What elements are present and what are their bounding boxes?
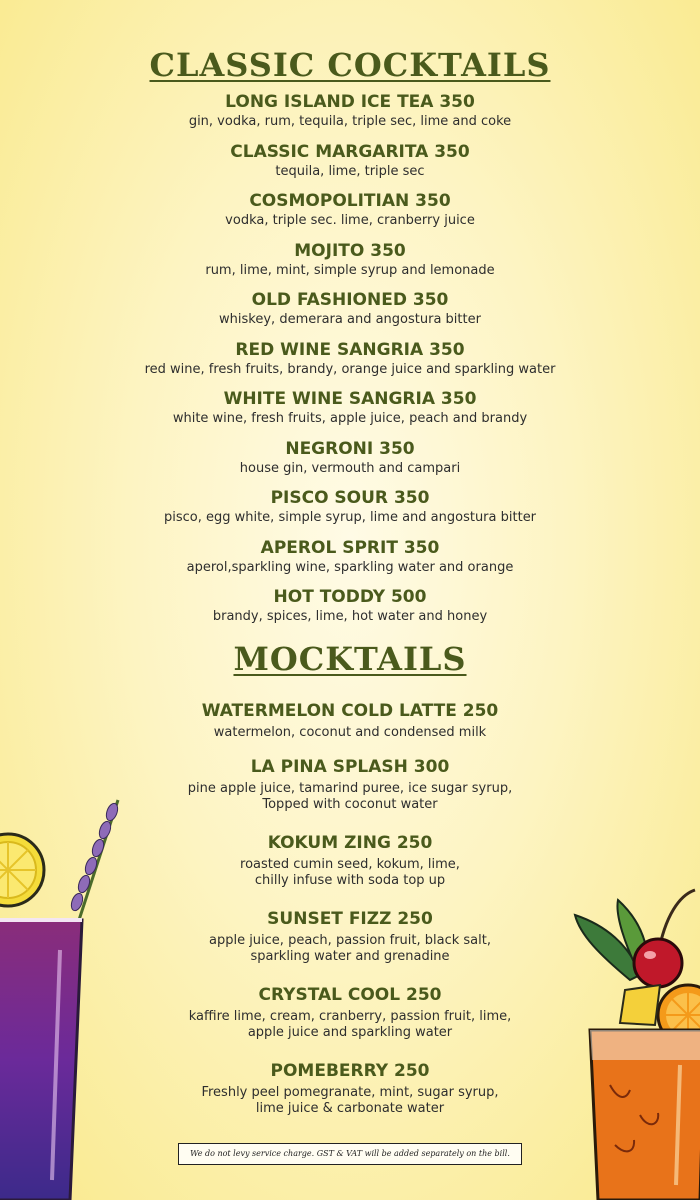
menu-item [0,587,700,637]
item-description: pisco, egg white, simple syrup, lime and angostura bitter [163,510,537,525]
item-description-line-2: lime juice & carbonate water [255,1101,445,1116]
menu-item [0,92,700,142]
item-description: vodka, triple sec. lime, cranberry juice [225,213,475,228]
item-description-line-1: pine apple juice, tamarind puree, ice sugar syrup, [187,781,513,796]
glass-body [0,920,82,1200]
pineapple-icon [620,985,660,1025]
lavender-flower-icon [69,802,120,912]
item-description: watermelon, coconut and condensed milk [213,725,487,740]
menu-item [0,439,700,489]
item-description-line-2: chilly infuse with soda top up [254,873,446,888]
item-name: LA PINA SPLASH 300 [250,757,450,777]
cherry-icon [634,939,682,987]
item-description: gin, vodka, rum, tequila, triple sec, lime and coke [188,114,512,129]
item-name: OLD FASHIONED 350 [251,290,449,310]
item-name: PISCO SOUR 350 [270,488,430,508]
item-description: red wine, fresh fruits, brandy, orange juice and sparkling water [144,361,556,377]
menu-item [0,389,700,439]
item-name: NEGRONI 350 [285,438,415,459]
item-name: MOJITO 350 [294,240,406,261]
item-name: COSMOPOLITIAN 350 [249,191,451,211]
item-description-line-2: Topped with coconut water [262,797,438,812]
item-name: CRYSTAL COOL 250 [258,985,442,1005]
item-description: white wine, fresh fruits, apple juice, peach and brandy [172,411,528,426]
item-description: whiskey, demerara and angostura bitter [219,312,481,327]
menu-item [0,142,700,192]
orange-cocktail-illustration [570,885,700,1200]
item-description: tequila, lime, triple sec [275,163,425,179]
item-name: POMEBERRY 250 [270,1061,430,1081]
service-charge-note: We do not levy service charge. GST & VAT will be added separately on the bill. [178,1143,522,1165]
item-description-line-1: kaffire lime, cream, cranberry, passion fruit, lime, [188,1009,512,1024]
item-name: CLASSIC MARGARITA 350 [230,141,470,162]
menu-item [0,340,700,390]
classic-cocktails-title: CLASSIC COCKTAILS [149,46,551,84]
item-description: house gin, vermouth and campari [239,460,461,476]
item-name: KOKUM ZING 250 [267,833,433,853]
item-name: RED WINE SANGRIA 350 [235,339,465,360]
purple-cocktail-illustration [0,780,130,1200]
menu-item [0,488,700,538]
menu-item [0,191,700,241]
menu-item [0,241,700,291]
item-description-line-1: Freshly peel pomegranate, mint, sugar syrup, [201,1085,499,1100]
item-description: brandy, spices, lime, hot water and honey [212,609,488,624]
menu-item [0,538,700,588]
item-name: LONG ISLAND ICE TEA 350 [225,92,475,112]
menu-item [0,700,700,756]
item-description-line-2: sparkling water and grenadine [250,949,450,964]
mocktails-title: MOCKTAILS [233,640,467,678]
lemon-slice-icon [0,834,44,906]
item-name: APEROL SPRIT 350 [260,537,440,558]
item-name: WATERMELON COLD LATTE 250 [201,701,499,721]
item-description: rum, lime, mint, simple syrup and lemonade [205,262,495,278]
item-description-line-1: roasted cumin seed, kokum, lime, [240,857,460,872]
classic-cocktails-list [0,92,700,637]
menu-item [0,290,700,340]
item-description-line-1: apple juice, peach, passion fruit, black salt, [208,933,491,948]
item-name: HOT TODDY 500 [273,587,427,607]
item-name: SUNSET FIZZ 250 [267,909,433,929]
item-description-line-2: apple juice and sparkling water [247,1025,453,1040]
item-name: WHITE WINE SANGRIA 350 [223,389,477,409]
item-description: aperol,sparkling wine, sparkling water and orange [186,559,514,575]
